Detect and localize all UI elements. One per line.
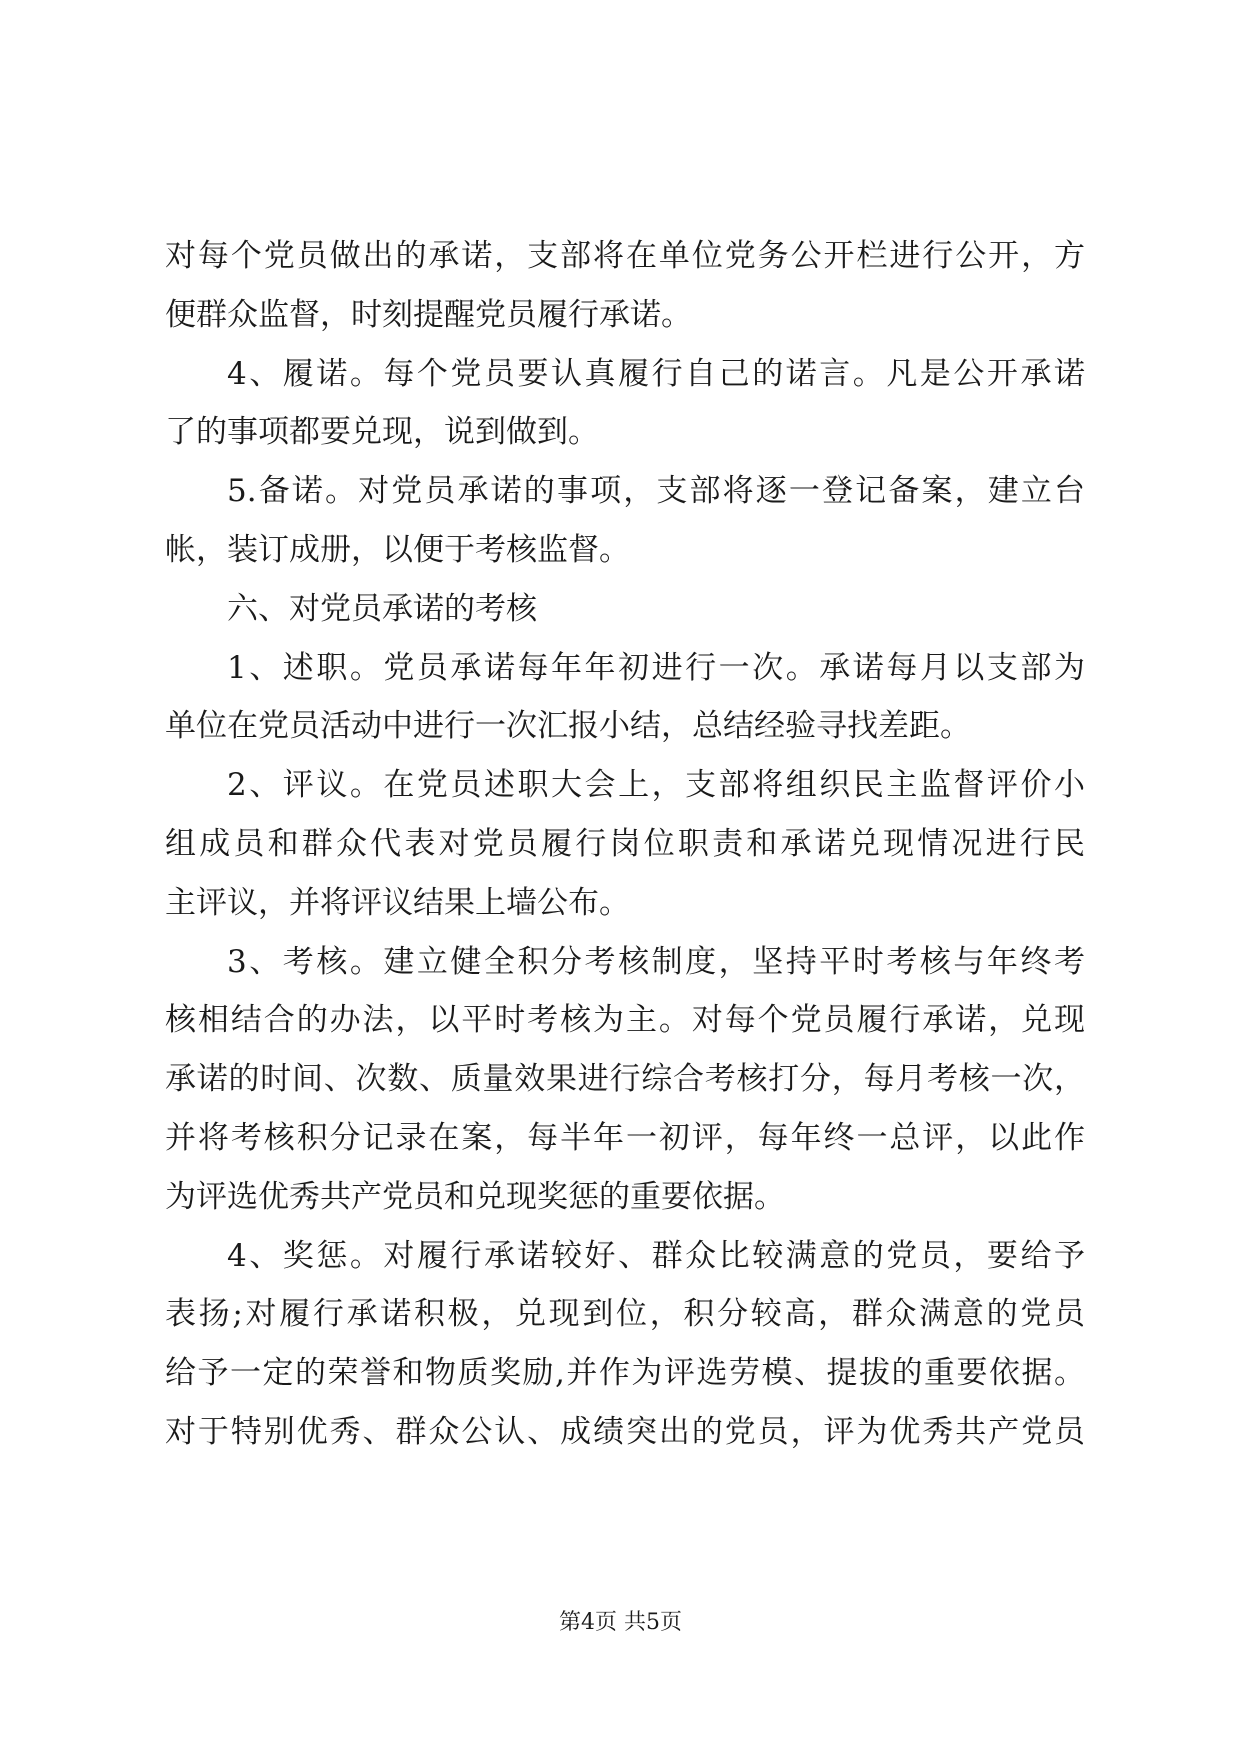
text-line: 承诺的时间、次数、质量效果进行综合考核打分，每月考核一次， xyxy=(165,1061,1085,1097)
text-line: 帐，装订成册，以便于考核监督。 xyxy=(165,532,630,568)
text-line: 给予一定的荣誉和物质奖励,并作为评选劳模、提拔的重要依据。 xyxy=(165,1355,1085,1391)
text-line: 4、履诺。每个党员要认真履行自己的诺言。凡是公开承诺 xyxy=(227,356,1085,392)
text-line: 3、考核。建立健全积分考核制度，坚持平时考核与年终考 xyxy=(227,944,1085,980)
text-line: 了的事项都要兑现，说到做到。 xyxy=(165,414,599,450)
text-line: 4、奖惩。对履行承诺较好、群众比较满意的党员，要给予 xyxy=(227,1238,1085,1274)
page-footer: 第4页 共5页 xyxy=(559,1610,682,1635)
text-line: 表扬;对履行承诺积极，兑现到位，积分较高，群众满意的党员 xyxy=(165,1296,1085,1332)
text-line: 对于特别优秀、群众公认、成绩突出的党员，评为优秀共产党员 xyxy=(165,1414,1085,1450)
text-line: 为评选优秀共产党员和兑现奖惩的重要依据。 xyxy=(165,1179,785,1215)
text-line: 2、评议。在党员述职大会上，支部将组织民主监督评价小 xyxy=(227,767,1085,803)
text-line: 5.备诺。对党员承诺的事项，支部将逐一登记备案，建立台 xyxy=(227,473,1085,509)
text-line: 核相结合的办法，以平时考核为主。对每个党员履行承诺，兑现 xyxy=(165,1002,1085,1038)
text-line: 1、述职。党员承诺每年年初进行一次。承诺每月以支部为 xyxy=(227,650,1085,686)
text-line: 对每个党员做出的承诺，支部将在单位党务公开栏进行公开，方 xyxy=(165,238,1085,274)
text-line: 主评议，并将评议结果上墙公布。 xyxy=(165,885,630,921)
text-line: 组成员和群众代表对党员履行岗位职责和承诺兑现情况进行民 xyxy=(165,826,1085,862)
section-heading: 六、对党员承诺的考核 xyxy=(227,591,537,627)
text-line: 单位在党员活动中进行一次汇报小结，总结经验寻找差距。 xyxy=(165,708,971,744)
text-line: 并将考核积分记录在案，每半年一初评，每年终一总评，以此作 xyxy=(165,1120,1085,1156)
text-line: 便群众监督，时刻提醒党员履行承诺。 xyxy=(165,297,692,333)
